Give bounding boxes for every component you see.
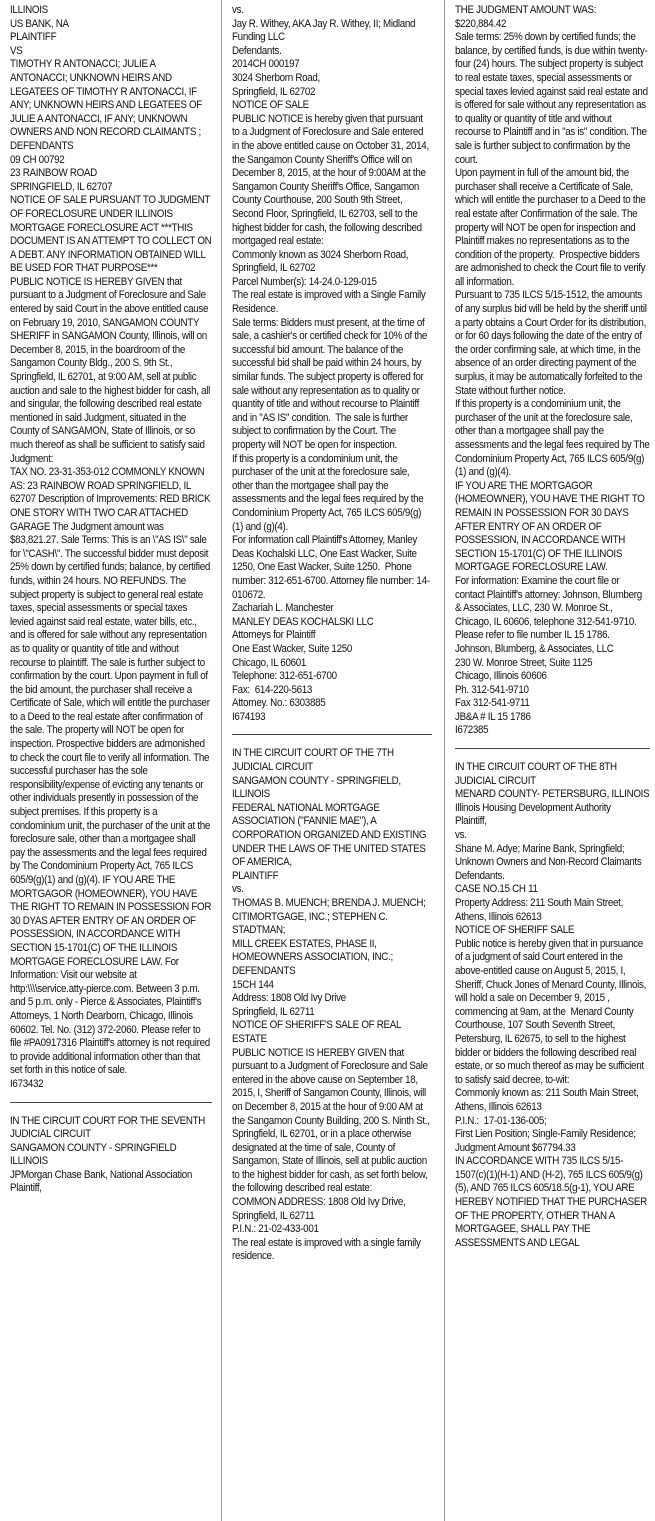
notice-separator-rule [10, 1102, 212, 1103]
column-divider [444, 0, 445, 1521]
notice-paragraph: FEDERAL NATIONAL MORTGAGE ASSOCIATION ("FANNIE MAE"), A CORPORATION ORGANIZED AND EXISTING UNDER THE LAWS OF THE UNITED STATES OF AMERICA, [232, 801, 429, 869]
notice-paragraph: Upon payment in full of the amount bid, the purchaser shall receive a Certificate of Sale, which will entitle the purchaser to a Deed to the real estate after Confirmation of the sale. The property will NOT be open for inspection and Plaintiff makes no representations as to the condition of the property. Prospective bidders are admonished to check the Court file to verify all information. [455, 167, 648, 288]
notice-paragraph: If this property is a condominium unit, the purchaser of the unit at the foreclosure sale, other than a mortgagee shall pay the assessments and the legal fees required by The Condominium Property Act, 765 ILCS 605/9(g)(1) and (g)(4). [455, 398, 652, 479]
notice-paragraph: Chicago, IL 60601 [232, 656, 307, 669]
notice-paragraph: Illinois Housing Development Authority [455, 801, 611, 814]
notice-paragraph: 23 RAINBOW ROAD [10, 167, 97, 180]
notice-paragraph: MENARD COUNTY- PETERSBURG, ILLINOIS [455, 788, 650, 801]
notice-paragraph: NOTICE OF SALE PURSUANT TO JUDGMENT OF FORECLOSURE UNDER ILLINOIS MORTGAGE FORECLOSURE ACT ***THIS DOCUMENT IS AN ATTEMPT TO COLLECT ON A DEBT. ANY INFORMATION OBTAINED WILL BE USED FOR THAT PURPOSE*** [10, 194, 214, 275]
notice-paragraph: vs. [455, 829, 467, 842]
notice-paragraph: If this property is a condominium unit, the purchaser of the unit at the foreclosure sale, other than the mortgagee shall pay the assessments and the legal fees required by the Condominium Property Act, 765 ILCS 605/9(g)(1) and (g)(4). [232, 452, 426, 533]
notice-paragraph: First Lien Position; Single-Family Residence; Judgment Amount $67794.33 [455, 1128, 639, 1154]
notice-paragraph: PUBLIC NOTICE is hereby given that pursuant to a Judgment of Foreclosure and Sale entered in the above entitled cause on October 31, 2014, the Sangamon County Sheriff's Office will on December 8, 2015, at the hour of 9:00AM at the Sangamon County Sheriff's Office, Sangamon County Courthouse, 200 South 9th Street, Second Floor, Springfield, IL 62703, sell to the highest bidder for cash, the following described mortgaged real estate: [232, 112, 434, 248]
notice-paragraph: Fax 312-541-9711 [455, 697, 530, 710]
notice-paragraph: I673432 [10, 1077, 44, 1090]
notice-paragraph: VS [10, 44, 23, 57]
notice-paragraph: P.I.N.: 17-01-136-005; [455, 1114, 547, 1127]
notice-paragraph: For information call Plaintiff's Attorney, Manley Deas Kochalski LLC, One East Wacker, Suite 1250, One East Wacker, Suite 1250. Phone number: 312-651-6700. Attorney file number: 14-010672. [232, 534, 430, 601]
notice-paragraph: SPRINGFIELD, IL 62707 [10, 180, 113, 193]
notice-paragraph: Pursuant to 735 ILCS 5/15-1512, the amounts of any surplus bid will be held by the sheriff until a party obtains a Court Order for its distribution, or for 60 days following the date of the entry of the order confirming sale, at which time, in the absence of an order directing payment of the surplus, it may be automatically forfeited to the State without further notice. [455, 289, 650, 397]
notice-paragraph: Sale terms: Bidders must present, at the time of sale, a cashier's or certified check for 10% of the successful bid amount. The balance of the successful bid shall be paid within 24 hours, by similar funds. The subject property is offered for sale without any representation as to quality or quantity of title and without recourse to Plaintiff and in "AS IS" condition. The sale is further subject to confirmation by the Court. The property will NOT be open for inspection. [232, 316, 430, 451]
legal-notice [10, 4, 212, 1092]
notice-paragraph: I674193 [232, 710, 266, 723]
notice-paragraph: DEFENDANTS [232, 964, 296, 977]
notice-paragraph: NOTICE OF SHERIFF SALE [455, 924, 575, 937]
notice-paragraph: Plaintiff, [10, 1182, 42, 1195]
notice-paragraph: Parcel Number(s): 14-24.0-129-015 [232, 275, 377, 288]
notice-paragraph: TIMOTHY R ANTONACCI; JULIE A ANTONACCI; UNKNOWN HEIRS AND LEGATEES OF TIMOTHY R ANTONACCI, IF ANY; UNKNOWN HEIRS AND LEGATEES OF JULIE A ANTONACCI, IF ANY; UNKNOWN OWNERS AND NON RECORD CLAIMANTS ; [10, 58, 205, 139]
notice-separator-rule [232, 734, 432, 735]
notice-paragraph: 2014CH 000197 [232, 58, 300, 71]
notice-paragraph: Johnson, Blumberg, & Associates, LLC [455, 642, 614, 655]
legal-notice [232, 4, 432, 724]
notice-paragraph: COMMON ADDRESS: 1808 Old Ivy Drive, Springfield, IL 62711 [232, 1196, 408, 1222]
notice-paragraph: IN ACCORDANCE WITH 735 ILCS 5/15-1507(c)(1)(H-1) AND (H-2), 765 ILCS 605/9(g)(5), AND 765 ILCS 605/18.5(g-1), YOU ARE HEREBY NOTIFIED THAT THE PURCHASER OF THE PROPERTY, OTHER THAN A MORTGAGEE, SHALL PAY THE ASSESSMENTS AND LEGAL [455, 1155, 650, 1249]
notice-paragraph: PLAINTIFF [10, 31, 57, 44]
legal-notice [455, 4, 650, 738]
notice-paragraph: Attorney. No.: 6303885 [232, 697, 326, 710]
legal-notice [455, 761, 650, 1250]
notice-paragraph: PUBLIC NOTICE IS HEREBY GIVEN that pursuant to a Judgment of Foreclosure and Sale entered by said Court in the above entitled cause on February 19, 2010, SANGAMON COUNTY SHERIFF in SANGAMON County, Illinois, will on December 8, 2015, in the boardroom of the Sangamon County Bldg., 200 S. 9th St., Springfield, IL 62701, at 9:00 AM, sell at public auction and sale to the highest bidder for cash, all and singular, the following described real estate mentioned in said Judgment, situated in the County of SANGAMON, State of Illinois, or so much thereof as shall be sufficient to satisfy said Judgment: [10, 275, 213, 465]
notice-paragraph: IN THE CIRCUIT COURT OF THE 7TH JUDICIAL CIRCUIT [232, 747, 397, 774]
notice-paragraph: Attorneys for Plaintiff [232, 629, 316, 642]
notice-paragraph: Defendants. [232, 44, 282, 57]
notice-paragraph: 230 W. Monroe Street, Suite 1125 [455, 656, 593, 669]
notice-paragraph: Sale terms: 25% down by certified funds; the balance, by certified funds, is due within twenty-four (24) hours. The subject property is subject to real estate taxes, special assessments or special taxes levied against said real estate and is offered for sale without any representation as to quality or quantity of title and without recourse to Plaintiff and in "as is" condition. The sale is further subject to confirmation by the court. [455, 31, 651, 166]
notice-separator-rule [455, 748, 650, 749]
notice-paragraph: Telephone: 312-651-6700 [232, 670, 337, 683]
notice-paragraph: JB&A # IL 15 1786 [455, 710, 531, 723]
notice-paragraph: 15CH 144 [232, 978, 274, 991]
notice-paragraph: The real estate is improved with a Single Family Residence. [232, 289, 428, 316]
notice-paragraph: Public notice is hereby given that in pursuance of a judgment of said Court entered in the above-entitled cause on August 5, 2015, I, Sheriff, Chuck Jones of Menard County, Illinois, will hold a sale on December 9, 2015 , commencing at 9am, at the Menard County Courthouse, 107 South Seventh Street, Petersburg, IL 62675, to sell to the highest bidder or bidders the following described real estate, or so much thereof as may be sufficient to satisfy said decree, to-wit: [455, 937, 649, 1086]
notice-paragraph: Jay R. Withey, AKA Jay R. Withey, II; Midland Funding LLC [232, 17, 418, 44]
notice-paragraph: Property Address: 211 South Main Street, Athens, Illinois 62613 [455, 897, 625, 923]
notice-paragraph: TAX NO. 23-31-353-012 COMMONLY KNOWN AS: 23 RAINBOW ROAD SPRINGFIELD, IL 62707 Description of Improvements: RED BRICK ONE STORY WITH TWO CAR ATTACHED GARAGE The Judgment amount was $83,821.27. Sale Terms: This is an \"AS IS\" sale for \"CASH\". The successful bidder must deposit 25% down by certified funds; balance, by certified funds, within 24 hours. NO REFUNDS. The subject property is subject to general real estate taxes, special assessments or special taxes levied against said real estate, water bills, etc., and is offered for sale without any representation as to quality or quantity of title and without recourse to plaintiff. The sale is further subject to confirmation by the court. Upon payment in full of the bid amount, the purchaser shall receive a Certificate of Sale, which will entitle the purchaser to a Deed to the real estate after confirmation of the sale. The property will NOT be open for inspection. Prospective bidders are admonished to check the court file to verify all information. The successful purchaser has the sole responsibility/expense of evicting any tenants or other individuals presently in possession of the subject premises. If this property is a condominium unit, the purchaser of the unit at the foreclosure sale, other than a mortgagee shall pay the assessments and the legal fees required by The Condominium Property Act, 765 ILCS 605/9(g)(1) and (g)(4). IF YOU ARE THE MORTGAGOR (HOMEOWNER), YOU HAVE THE RIGHT TO REMAIN IN POSSESSION FOR 30 DYAS AFTER ENTRY OF AN ORDER OF POSSESSION, IN ACCORDANCE WITH SECTION 15-1701(C) OF THE ILLINOIS MORTGAGE FORECLOSURE LAW. For Information: Visit our website at http:\\\\service.atty-pierce.com. Between 3 p.m. and 5 p.m. only - Pierce & Associates, Plaintiff's Attorneys, 1 North Dearborn, Chicago, Illinois 60602. Tel. No. (312) 372-2060. Please refer to file #PA0917316 Plaintiff's attorney is not required to provide additional information other than that set forth in this notice of sale. [10, 466, 214, 1077]
notice-paragraph: Defendants. [455, 869, 505, 882]
notice-paragraph: SANGAMON COUNTY - SPRINGFIELD, ILLINOIS [232, 774, 404, 801]
notice-paragraph: IN THE CIRCUIT COURT FOR THE SEVENTH JUDICIAL CIRCUIT [10, 1114, 208, 1141]
notice-paragraph: Fax: 614-220-5613 [232, 683, 313, 696]
notice-paragraph: NOTICE OF SALE [232, 99, 309, 112]
column-1 [10, 4, 212, 1521]
notice-paragraph: vs. [232, 4, 244, 16]
notice-paragraph: Springfield, IL 62702 [232, 85, 316, 98]
notice-paragraph: THOMAS B. MUENCH; BRENDA J. MUENCH; CITIMORTGAGE, INC.; STEPHEN C. STADTMAN; [232, 897, 428, 937]
column-2 [232, 4, 432, 1521]
notice-paragraph: ILLINOIS [10, 4, 48, 16]
notice-paragraph: IF YOU ARE THE MORTGAGOR (HOMEOWNER), YOU HAVE THE RIGHT TO REMAIN IN POSSESSION FOR 30 DAYS AFTER ENTRY OF AN ORDER OF POSSESSION, IN ACCORDANCE WITH SECTION 15-1701(C) OF THE ILLINOIS MORTGAGE FORECLOSURE LAW. [455, 479, 647, 574]
notice-paragraph: IN THE CIRCUIT COURT OF THE 8TH JUDICIAL CIRCUIT [455, 761, 620, 787]
notice-paragraph: THE JUDGMENT AMOUNT WAS: $220,884.42 [455, 4, 599, 30]
notice-paragraph: Commonly known as 3024 Sherborn Road, Springfield, IL 62702 [232, 248, 411, 275]
notice-paragraph: DEFENDANTS [10, 139, 74, 152]
notice-paragraph: P.I.N.: 21-02-433-001 [232, 1223, 319, 1236]
notice-paragraph: vs. [232, 883, 244, 896]
notice-paragraph: MANLEY DEAS KOCHALSKI LLC [232, 615, 374, 628]
notice-paragraph: I672385 [455, 724, 489, 737]
legal-notice [10, 1115, 212, 1197]
notice-paragraph: PLAINTIFF [232, 869, 279, 882]
notice-paragraph: CASE NO.15 CH 11 [455, 883, 538, 896]
column-3 [455, 4, 650, 1521]
notice-paragraph: NOTICE OF SHERIFF'S SALE OF REAL ESTATE [232, 1019, 404, 1045]
legal-notice [232, 747, 432, 1264]
notice-paragraph: Zachariah L. Manchester [232, 602, 334, 615]
notice-paragraph: PUBLIC NOTICE IS HEREBY GIVEN that pursuant to a Judgment of Foreclosure and Sale entered in the above cause on September 18, 2015, I, Sheriff of Sangamon County, Illinois, will on December 8, 2015 at the hour of 9:00 AM at the Sangamon County Building, 200 S. Ninth St., Springfield, IL 62701, or in a place otherwise designated at the time of sale, County of Sangamon, State of Illinois, sell at public auction to the highest bidder for cash, as set forth below, the following described real estate: [232, 1046, 433, 1195]
notice-paragraph: Address: 1808 Old Ivy Drive [232, 992, 346, 1005]
notice-paragraph: Shane M. Adye; Marine Bank, Springfield; Unknown Owners and Non-Record Claimants [455, 842, 642, 869]
notice-paragraph: Ph. 312-541-9710 [455, 683, 529, 696]
notice-paragraph: One East Wacker, Suite 1250 [232, 642, 353, 655]
notice-paragraph: 09 CH 00792 [10, 153, 65, 166]
notice-paragraph: For information: Examine the court file or contact Plaintiff's attorney: Johnson, Blumberg & Associates, LLC, 230 W. Monroe St., Chicago, IL 60606, telephone 312-541-9710. Please refer to file number IL 15 1786. [455, 574, 645, 642]
notice-paragraph: Springfield, IL 62711 [232, 1005, 315, 1018]
notice-paragraph: MILL CREEK ESTATES, PHASE II, HOMEOWNERS ASSOCIATION, INC.; [232, 937, 393, 964]
notice-paragraph: Commonly known as: 211 South Main Street, Athens, Illinois 62613 [455, 1087, 641, 1113]
notice-paragraph: Chicago, Illinois 60606 [455, 670, 547, 683]
column-divider [221, 0, 222, 1521]
notice-paragraph: JPMorgan Chase Bank, National Association [10, 1168, 193, 1181]
notice-paragraph: SANGAMON COUNTY - SPRINGFIELD ILLINOIS [10, 1141, 179, 1168]
notice-paragraph: 3024 Sherborn Road, [232, 71, 320, 84]
notice-paragraph: US BANK, NA [10, 17, 69, 30]
notice-paragraph: Plaintiff, [455, 815, 487, 828]
notice-paragraph: The real estate is improved with a single family residence. [232, 1236, 424, 1263]
